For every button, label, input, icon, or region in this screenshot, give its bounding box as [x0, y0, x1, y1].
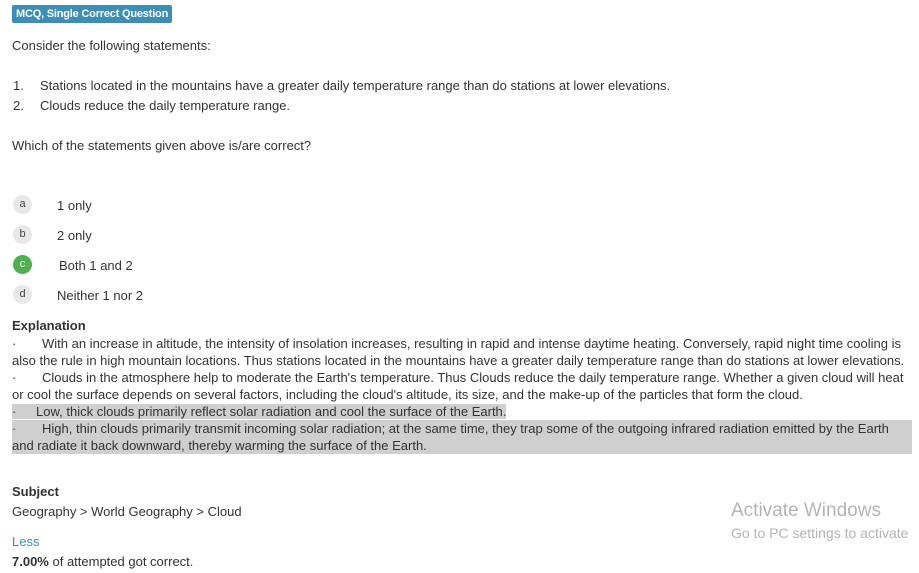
option-d-text[interactable]: Neither 1 nor 2 — [57, 288, 143, 303]
subject-heading: Subject — [12, 484, 59, 499]
explanation-paragraph-2: · Clouds in the atmosphere help to moderate the Earth's temperature. Thus Clouds reduce the daily temperature range. Whether a given cloud will heat or cool the surface depends on several factors, including the cloud's altitude, its size, and the make-up of the particles that form the cloud. — [12, 370, 904, 402]
attempt-stats — [12, 553, 193, 570]
activate-windows-subtitle: Go to PC settings to activate — [731, 525, 909, 541]
less-link[interactable]: Less — [12, 534, 40, 549]
stats-percent: 7.00% — [12, 554, 49, 569]
explanation-heading: Explanation — [12, 318, 86, 333]
explanation-body — [12, 335, 912, 454]
question-type-badge: MCQ, Single Correct Question — [12, 5, 172, 23]
bullet-marker: · — [12, 370, 17, 385]
explanation-paragraph-1: · With an increase in altitude, the intensity of insolation increases, resulting in rapid and intense daytime heating. Conversely, rapid night time cooling is also the rule in high mountain locations. Thus stations located in the mountains have a greater daily temperature range than do stations at lower elevations. — [12, 336, 905, 368]
option-b-text[interactable]: 2 only — [57, 228, 92, 243]
option-b-marker[interactable]: b — [13, 225, 32, 244]
option-d-marker[interactable]: d — [13, 285, 32, 304]
subject-path: Geography > World Geography > Cloud — [12, 504, 242, 519]
statement-2-text: Clouds reduce the daily temperature range. — [40, 98, 291, 113]
bullet-marker: · — [12, 404, 17, 419]
option-a-marker[interactable]: a — [13, 195, 32, 214]
statement-2-number: 2. — [13, 98, 24, 113]
explanation-paragraph-3: · Low, thick clouds primarily reflect solar radiation and cool the surface of the Earth. — [12, 404, 507, 419]
option-c-text[interactable]: Both 1 and 2 — [59, 258, 133, 273]
bullet-marker: · — [12, 336, 17, 351]
question-prompt: Which of the statements given above is/are correct? — [12, 138, 312, 153]
option-a-text[interactable]: 1 only — [57, 198, 92, 213]
activate-windows-title: Activate Windows — [731, 500, 881, 521]
bullet-marker: · — [12, 421, 17, 436]
explanation-paragraph-4: · High, thin clouds primarily transmit incoming solar radiation; at the same time, they trap some of the outgoing infrared radiation emitted by the Earth and radiate it back downward, thereby warming the surface of the Earth. — [12, 420, 912, 454]
stats-suffix: of attempted got correct. — [48, 554, 194, 569]
statement-1-text: Stations located in the mountains have a greater daily temperature range than do stations at lower elevations. — [40, 78, 671, 93]
question-intro: Consider the following statements: — [12, 38, 211, 53]
statement-1-number: 1. — [13, 78, 24, 93]
option-c-marker-correct[interactable]: c — [13, 255, 32, 274]
